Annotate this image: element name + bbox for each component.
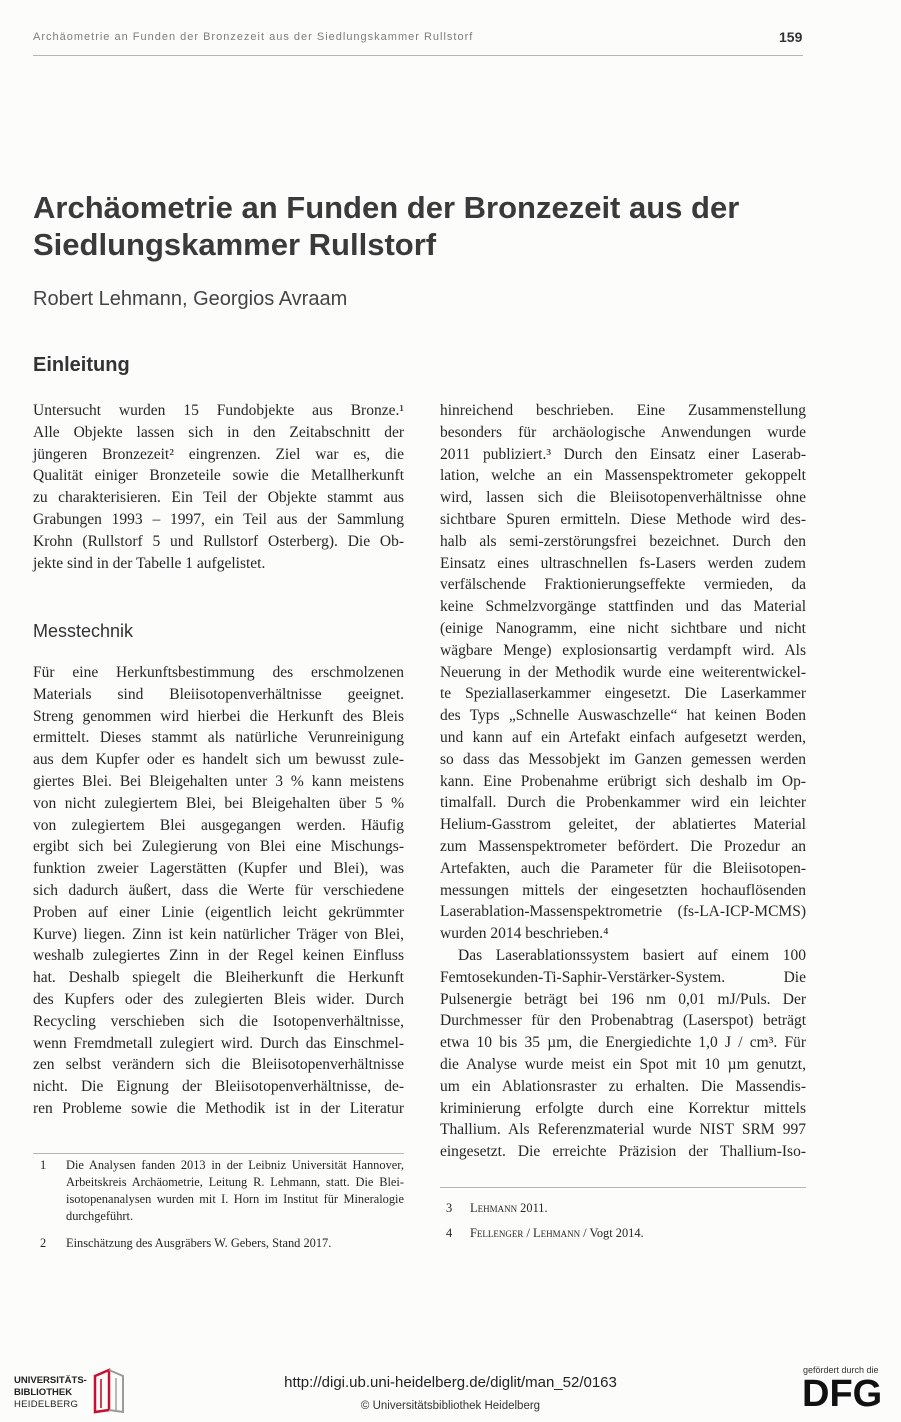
footnote-number: 2 xyxy=(40,1236,47,1250)
body-text-line: ergibt sich bei Zulegierung von Blei eine Mischungs- xyxy=(33,838,404,856)
body-text-line: Thallium. Als Referenzmaterial wurde NIST SRM 997 xyxy=(440,1121,806,1139)
body-text-line: Streng genommen wird hierbei die Herkunft des Bleis xyxy=(33,707,404,725)
body-text-line: Recycling verschieben sich die Isotopenverhältnisse, xyxy=(33,1012,404,1030)
body-text-line: Neuerung in der Methodik wurde eine weiterentwickel- xyxy=(440,663,806,681)
footnote-number: 1 xyxy=(40,1158,47,1172)
footnote-text-line: Die Analysen fanden 2013 in der Leibniz Universität Hannover, xyxy=(66,1158,404,1172)
article-authors: Robert Lehmann, Georgios Avraam xyxy=(33,288,348,310)
laser-system-paragraph xyxy=(440,945,806,1163)
body-text-line: Materials sind Bleiisotopenverhältnisse geeignet. xyxy=(33,685,404,703)
body-text-line: etwa 10 bis 35 µm, die Energiedichte 1,0 J / cm³. Für xyxy=(440,1034,806,1052)
body-text-line: zum Massenspektrometer befördert. Die Prozedur an xyxy=(440,837,806,855)
body-text-line: jekte sind in der Tabelle 1 aufgelistet. xyxy=(33,554,266,572)
footnote-text-line: Einschätzung des Ausgräbers W. Gebers, Stand 2017. xyxy=(66,1236,332,1250)
copyright-notice: © Universitätsbibliothek Heidelberg xyxy=(360,1400,541,1412)
body-text-line: Proben auf einer Linie (eigentlich leicht gekrümmter xyxy=(33,903,404,921)
footnote-2 xyxy=(40,1235,404,1252)
library-logo-line: UNIVERSITÄTS- xyxy=(14,1375,87,1386)
footnote-number: 3 xyxy=(446,1201,453,1215)
footnote-3 xyxy=(446,1200,806,1217)
body-text-line: wägbare Menge) explosionsartig verdampft wird. Als xyxy=(440,641,806,659)
body-text-line: Femtosekunden-Ti-Saphir-Verstärker-System. Die xyxy=(440,968,806,986)
body-text-line: Qualität einiger Bronzeteile sowie die Metallherkunft xyxy=(33,467,404,485)
header-rule xyxy=(33,55,803,56)
body-text-line: sichtbare Spuren ermitteln. Diese Methode wird des- xyxy=(440,510,806,528)
library-logo-line: BIBLIOTHEK xyxy=(14,1387,73,1398)
footnote-author: Lehmann xyxy=(470,1201,518,1215)
footnote-4 xyxy=(446,1225,806,1242)
body-text-line: Pulsenergie beträgt bei 196 nm 0,01 mJ/Puls. Der xyxy=(440,990,806,1008)
article-title-line: Siedlungskammer Rullstorf xyxy=(33,227,437,262)
body-text-line: Durchmesser für den Probenabtrag (Laserspot) beträgt xyxy=(440,1012,806,1030)
body-text-line: Grabungen 1993 – 1997, ein Teil aus der Sammlung xyxy=(33,510,404,528)
article-title xyxy=(33,189,739,263)
body-text-line: zu charakterisieren. Ein Teil der Objekte stammt aus xyxy=(33,489,404,507)
body-text-line: des Kupfers oder des zulegierten Bleis wider. Durch xyxy=(33,990,404,1008)
body-text-line: Für eine Herkunftsbestimmung des erschmolzenen xyxy=(33,664,404,681)
subsection-heading: Messtechnik xyxy=(33,621,134,641)
body-text-line: ermittelt. Dieses stammt als natürliche Verunreinigung xyxy=(33,729,404,747)
einleitung-paragraph xyxy=(33,400,404,574)
footnote-text-line: isotopenanalysen wurden mit I. Horn im Institut für Mineralogie xyxy=(66,1192,404,1206)
funding-note: gefördert durch die xyxy=(803,1365,879,1375)
body-text-line: besonders für archäologische Anwendungen wurde xyxy=(440,423,806,441)
body-text-line: halb als semi-zerstörungsfrei bezeichnet. Durch den xyxy=(440,532,806,550)
body-text-line: verfälschende Fraktionierungseffekte vermieden, da xyxy=(440,576,806,594)
body-text-line: Das Laserablationssystem basiert auf einem 100 xyxy=(458,947,806,964)
footnote-separator xyxy=(440,1187,806,1188)
footnote-author: Fellenger / Lehmann / xyxy=(470,1226,587,1240)
body-text-line: jüngeren Bronzezeit² eingrenzen. Ziel war es, die xyxy=(33,445,404,463)
body-text-line: (einige Nanogramm, eine nicht sichtbare und nicht xyxy=(440,619,806,637)
body-text-line: Alle Objekte lassen sich in den Zeitabschnitt der xyxy=(33,423,404,441)
footnote-number: 4 xyxy=(446,1226,453,1240)
body-text-line: hat. Deshalb spiegelt die Bleiherkunft die Herkunft xyxy=(33,969,404,987)
body-text-line: von zulegiertem Blei ausgegangen werden. Häufig xyxy=(33,816,404,834)
body-text-line: kann. Eine Probenahme erübrigt sich deshalb im Op- xyxy=(440,772,806,790)
body-text-line: Krohn (Rullstorf 5 und Rullstorf Osterberg). Die Ob- xyxy=(33,532,404,550)
body-text-line: und kann auf ein Artefakt einfach aufgesetzt werden, xyxy=(440,728,806,746)
footnote-reference-year: Vogt 2014. xyxy=(586,1226,644,1240)
body-text-line: timalfall. Durch die Probenkammer wird ein leichter xyxy=(440,794,806,812)
body-text-line: sich dadurch äußert, dass die Werte für verschiedene xyxy=(33,881,404,899)
continued-paragraph xyxy=(440,400,806,945)
body-text-line: ren Probleme sowie die Methodik ist in der Literatur xyxy=(33,1099,404,1117)
body-text-line: Artefakten, auch die Parameter für die Bleiisotopen- xyxy=(440,859,806,877)
body-text-line: des Typs „Schnelle Auswaschzelle“ hat keinen Boden xyxy=(440,707,806,725)
body-text-line: die Analyse wurde meist ein Spot mit 10 µm genutzt, xyxy=(440,1055,806,1073)
article-title-line: Archäometrie an Funden der Bronzezeit aus der xyxy=(33,190,740,225)
footnote-text xyxy=(470,1225,806,1242)
body-text-line: Kurve) liegen. Zinn ist kein natürlicher Träger von Blei, xyxy=(33,925,404,943)
body-text-line: Einsatz eines ultraschnellen fs-Lasers werden zudem xyxy=(440,554,806,572)
body-text-line: von nicht zulegiertem Blei, bei Bleigehalten über 5 % xyxy=(33,794,404,812)
body-text-line: nicht. Die Eignung der Bleiisotopenverhältnisse, de- xyxy=(33,1078,404,1096)
messtechnik-paragraph xyxy=(33,662,404,1120)
footnote-text xyxy=(66,1157,404,1225)
body-text-line: funktion zweier Lagerstätten (Kupfer und Blei), was xyxy=(33,860,404,878)
library-logo-line: HEIDELBERG xyxy=(14,1399,79,1410)
footnote-text-line: durchgeführt. xyxy=(66,1209,134,1223)
footnote-text xyxy=(470,1200,806,1217)
section-heading: Einleitung xyxy=(33,354,130,376)
body-text-line: aus dem Kupfer oder es handelt sich um bewusst zule- xyxy=(33,751,404,769)
footnote-1 xyxy=(40,1157,404,1225)
footnote-text-line: Arbeitskreis Archäometrie, Leitung R. Lehmann, statt. Die Blei- xyxy=(66,1175,404,1189)
running-header-title: Archäometrie an Funden der Bronzezeit aus der Siedlungskammer Rullstorf xyxy=(33,31,474,43)
body-text-line: um ein Ablationsraster zu erhalten. Die Massendis- xyxy=(440,1077,806,1095)
body-text-line: Laserablation-Massenspektrometrie (fs-LA-ICP-MCMS) xyxy=(440,903,806,921)
body-text-line: Untersucht wurden 15 Fundobjekte aus Bronze.¹ xyxy=(33,402,404,419)
body-text-line: so dass das Messobjekt im Ganzen gemessen werden xyxy=(440,750,806,768)
body-text-line: wenn Fremdmetall zulegiert wird. Durch das Einschmel- xyxy=(33,1034,404,1052)
body-text-line: lation, welche an ein Massenspektrometer gekoppelt xyxy=(440,467,806,485)
body-text-line: messungen mittels der eingesetzten hochauflösenden xyxy=(440,881,806,899)
body-text-line: giertes Blei. Bei Bleigehalten unter 3 % kann meistens xyxy=(33,772,404,790)
body-text-line: te Speziallaserkammer eingesetzt. Die Laserkammer xyxy=(440,685,806,703)
body-text-line: wird, lassen sich die Bleiisotopenverhältnisse ohne xyxy=(440,489,806,507)
body-text-line: zen selbst verändern sich die Bleiisotopenverhältnisse xyxy=(33,1056,404,1074)
body-text-line: hinreichend beschrieben. Eine Zusammenstellung xyxy=(440,402,806,419)
body-text-line: wurden 2014 beschrieben.⁴ xyxy=(440,925,609,943)
dfg-logo: DFG xyxy=(802,1373,883,1415)
body-text-line: 2011 publiziert.³ Durch den Einsatz einer Laserab- xyxy=(440,445,806,463)
footnote-text xyxy=(66,1235,404,1252)
body-text-line: weshalb zulegiertes Zinn in der Regel keinen Einfluss xyxy=(33,947,404,965)
body-text-line: keine Schmelzvorgänge stattfinden und das Material xyxy=(440,598,806,616)
body-text-line: eingesetzt. Die erreichte Präzision der Thallium-Iso- xyxy=(440,1143,806,1161)
source-url: http://digi.ub.uni-heidelberg.de/diglit/man_52/0163 xyxy=(284,1374,617,1391)
footnote-separator xyxy=(33,1153,404,1154)
footnote-reference-year: 2011. xyxy=(517,1201,548,1215)
body-text-line: kriminierung erfolgte durch eine Korrektur mittels xyxy=(440,1099,806,1117)
page-number: 159 xyxy=(779,29,803,45)
body-text-line: Helium-Gasstrom geleitet, der ablatiertes Material xyxy=(440,816,806,834)
